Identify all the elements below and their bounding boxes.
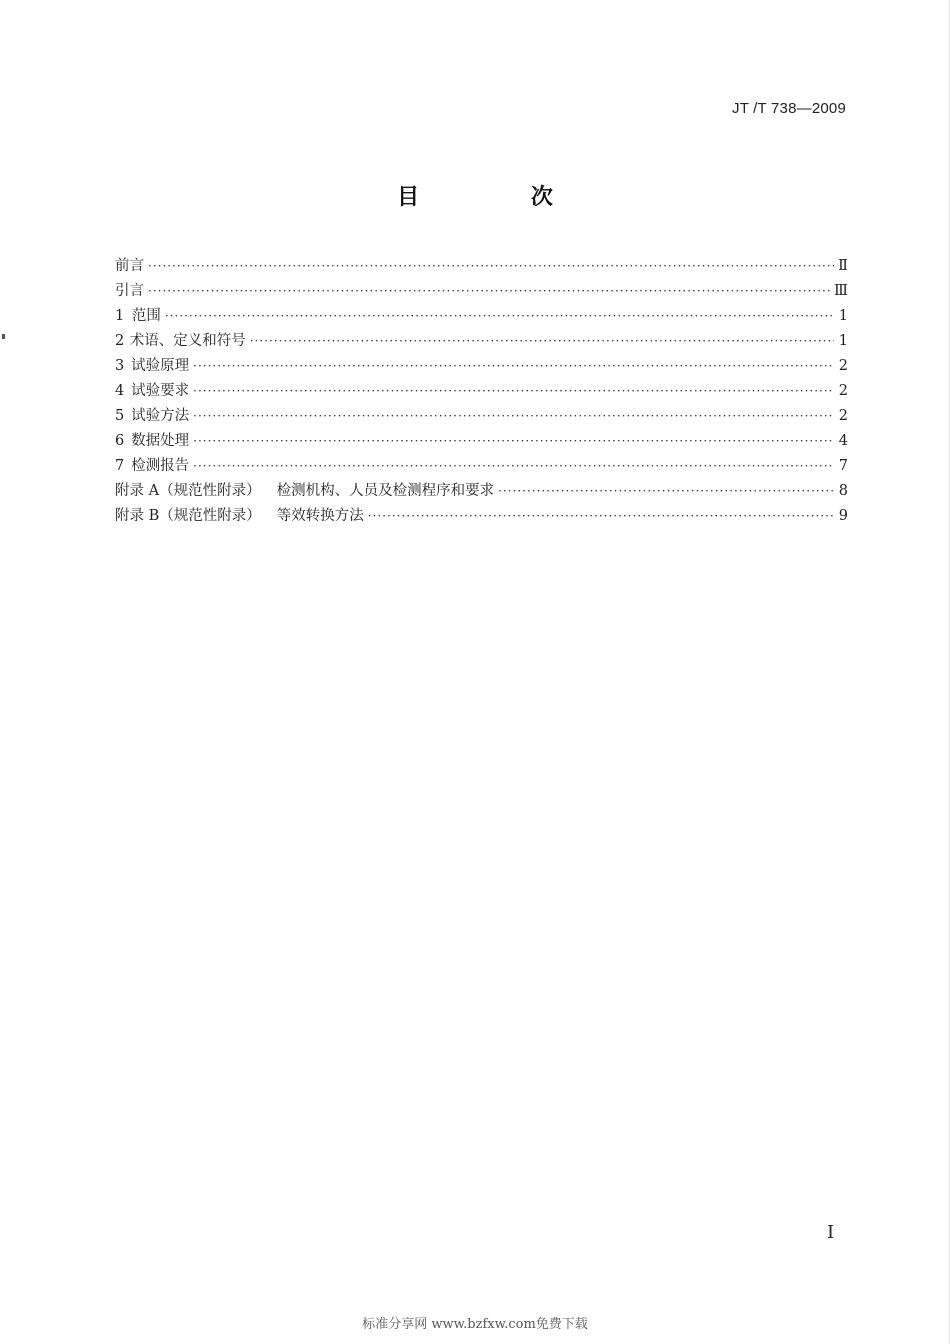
toc-entry-number: 2 xyxy=(115,333,125,349)
toc-entry-introduction[interactable] xyxy=(115,279,848,304)
toc-leader-dots xyxy=(193,379,834,404)
toc-leader-dots xyxy=(165,304,834,329)
toc-entry-terms[interactable] xyxy=(115,329,848,354)
toc-entry-label: 术语、定义和符号 xyxy=(129,333,246,349)
toc-entry-page: 2 xyxy=(838,408,848,424)
toc-leader-dots xyxy=(148,279,830,304)
toc-entry-appendix-a[interactable] xyxy=(115,479,848,504)
toc-entry-scope[interactable] xyxy=(115,304,848,329)
toc-entry-label: 检测报告 xyxy=(131,458,190,474)
toc-entry-label: 数据处理 xyxy=(131,433,190,449)
toc-entry-label: 范围 xyxy=(131,308,161,324)
scan-mark xyxy=(2,334,5,339)
toc-entry-data-processing[interactable] xyxy=(115,429,848,454)
toc-leader-dots xyxy=(193,454,834,479)
toc-entry-page: Ⅲ xyxy=(834,283,848,299)
toc-entry-number: 5 xyxy=(115,408,125,424)
toc-entry-principle[interactable] xyxy=(115,354,848,379)
toc-entry-number: 6 xyxy=(115,433,125,449)
toc-leader-dots xyxy=(498,479,834,504)
toc-entry-page: 1 xyxy=(838,308,848,324)
toc-leader-dots xyxy=(193,429,834,454)
toc-entry-number: 3 xyxy=(115,358,125,374)
toc-entry-methods[interactable] xyxy=(115,404,848,429)
toc-entry-page: 7 xyxy=(838,458,848,474)
toc-leader-dots xyxy=(250,329,834,354)
toc-entry-label: 引言 xyxy=(115,283,144,299)
toc-leader-dots xyxy=(193,404,834,429)
page-number: Ⅰ xyxy=(827,1222,835,1243)
toc-entry-number: 7 xyxy=(115,458,125,474)
toc-entry-number: 1 xyxy=(115,308,125,324)
toc-entry-label: 附录 A（规范性附录） xyxy=(115,483,261,499)
toc-entry-page: 2 xyxy=(838,383,848,399)
table-of-contents xyxy=(115,254,848,529)
toc-leader-dots xyxy=(148,254,834,279)
toc-entry-number: 4 xyxy=(115,383,125,399)
toc-entry-page: 2 xyxy=(838,358,848,374)
footer-watermark: 标准分享网 www.bzfxw.com免费下载 xyxy=(362,1317,588,1332)
toc-entry-label: 试验要求 xyxy=(131,383,190,399)
toc-entry-label: 试验方法 xyxy=(131,408,190,424)
toc-entry-label: 试验原理 xyxy=(131,358,190,374)
toc-entry-label: 前言 xyxy=(115,258,144,274)
toc-entry-foreword[interactable] xyxy=(115,254,848,279)
toc-entry-page: 4 xyxy=(838,433,848,449)
toc-entry-page: Ⅱ xyxy=(838,258,848,274)
toc-leader-dots xyxy=(368,504,834,529)
toc-title: 目 次 xyxy=(397,185,605,210)
toc-entry-page: 1 xyxy=(838,333,848,349)
toc-entry-page: 9 xyxy=(838,508,848,524)
toc-entry-report[interactable] xyxy=(115,454,848,479)
toc-entry-appendix-title: 检测机构、人员及检测程序和要求 xyxy=(276,483,495,499)
toc-entry-appendix-title: 等效转换方法 xyxy=(276,508,364,524)
toc-entry-appendix-b[interactable] xyxy=(115,504,848,529)
toc-entry-page: 8 xyxy=(838,483,848,499)
toc-leader-dots xyxy=(193,354,834,379)
document-code: JT /T 738—2009 xyxy=(732,100,846,117)
toc-entry-label: 附录 B（规范性附录） xyxy=(115,508,261,524)
toc-entry-requirements[interactable] xyxy=(115,379,848,404)
